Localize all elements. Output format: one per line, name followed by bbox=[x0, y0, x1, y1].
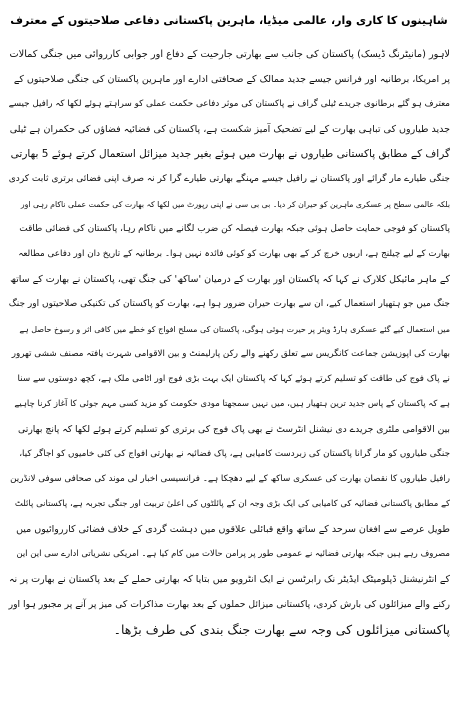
article-line: لاہور (مانیٹرنگ ڈیسک) پاکستان کی جانب سے بھارتی جارحیت کے دفاع اور جوابی کارروائی میں جنگی کمالات bbox=[9, 49, 450, 60]
article-line: بین الاقوامی ملٹری جریدے دی نیشنل انٹرسٹ نے بھی پاک فوج کی برتری کو تسلیم کرتے ہوئے لکھا کہ پانچ بھارتی bbox=[18, 424, 450, 435]
article-line: مصروف رہے ہیں جبکہ بھارتی فضائیہ نے عمومی طور پر پرامن حالات میں کام کیا ہے۔ امریکی نشریاتی ادارے سی این این bbox=[16, 549, 450, 559]
article-body bbox=[8, 42, 450, 642]
article-line: کے مطابق پاکستانی فضائیہ کی کامیابی کی ایک بڑی وجہ ان کے پائلٹوں کی اعلیٰ تربیت اور جنگی تجربہ ہے، پاکستانی پائلٹ bbox=[14, 499, 450, 509]
headline: شاہینوں کا کاری وار، عالمی میڈیا، ماہرین پاکستانی دفاعی صلاحیتوں کے معترف bbox=[10, 14, 448, 27]
article-line: ہے کہ پاکستان کے پاس جدید ترین ہتھیار ہیں، میں نہیں سمجھتا مودی حکومت کو مزید کسی مہم جوئی کا آغاز کرنا چاہیے bbox=[14, 399, 450, 409]
article-line: بھارت کی اپوزیشن جماعت کانگریس سے تعلق رکھنے والے رکن پارلیمنٹ و بین الاقوامی شہرت یافتہ مصنف ششی تھرور bbox=[11, 349, 450, 359]
article-line: بلکہ عالمی سطح پر عسکری ماہرین کو حیران کر دیا۔ بی بی سی نے اپنی رپورٹ میں لکھا کہ بھارت کی حکمت عملی ناکام رہی اور bbox=[20, 200, 450, 209]
article-line: طویل عرصے سے افغان سرحد کے ساتھ واقع قبائلی علاقوں میں دہشت گردی کے خلاف فضائی کارروائیوں میں bbox=[16, 524, 450, 535]
article-line: نے پاک فوج کی طاقت کو تسلیم کرتے ہوئے کہا کہ پاکستان ایک بہت بڑی فوج اور اٹامی ملک ہے، کچھ دوستوں سے سنا bbox=[17, 374, 450, 384]
article-line: کے ماہر مائیکل کلارک نے کہا کہ پاکستان اور بھارت کے درمیان 'ساکھ' کی جنگ تھی، پاکستان نے بھارت کے ساتھ bbox=[10, 274, 450, 285]
article-line: رافیل طیاروں کا نقصان بھارت کی عسکری ساکھ کے لیے دھچکا ہے۔ فرانسیسی اخبار لی موند کی صحافی سوفی لانڈرین bbox=[10, 474, 450, 484]
article-line: گراف کے مطابق پاکستانی طیاروں نے بھارت میں ہوئے بغیر جدید میزائل استعمال کرتے ہوئے 5 بھارتی bbox=[10, 148, 450, 160]
article-line: جدید طیاروں کی تباہی بھارت کے لیے تضحیک آمیز شکست ہے، پاکستان کی فضائیہ فضاؤں کی حکمران ہے ٹیلی bbox=[9, 124, 450, 135]
article-line: پر امریکا، برطانیہ اور فرانس جیسے جدید ممالک کے صحافتی ادارے اور ماہرین پاکستان کی جنگی صلاحیتوں کے bbox=[13, 74, 450, 85]
article-line: رکنے والے میزائلوں کی بارش کردی، پاکستانی میزائل حملوں کے بعد بھارت مذاکرات کی میز پر آنے پر مجبور ہوا اور bbox=[8, 599, 450, 610]
article-line: کے انٹرنیشنل ڈپلومیٹک ایڈیٹر نک رابرٹسن نے ایک انٹرویو میں بتایا کہ بھارتی حملے کے بعد پاکستان نے بھارت پر نہ bbox=[8, 574, 450, 585]
article-line: بھارت کے لیے چیلنج ہے، اربوں خرچ کر کے بھی بھارت کو کوئی فائدہ نہیں ہوا۔ برطانیہ کے تاریخ دان اور دفاعی مطالعہ bbox=[18, 249, 450, 259]
article-line: معترف ہو گئے برطانوی جریدے ٹیلی گراف نے پاکستان کی موثر دفاعی حکمت عملی کو سراہتے ہوئے لکھا کہ رافیل جیسے bbox=[8, 99, 450, 109]
article-line: جنگی طیاروں کو مار گرانا پاکستان کی زبردست کامیابی ہے، پاک فضائیہ نے بھارتی افواج کی کئی خامیوں کو اجاگر کیا، bbox=[19, 449, 450, 459]
article-line: میں استعمال کیے گئے عسکری ہارڈ ویئر پر حیرت ہوئی ہوگی، پاکستان کی مسلح افواج کو خطے میں کافی اثر و رسوخ حاصل ہے bbox=[19, 325, 450, 334]
article-line: جنگی طیارے مار گرائے اور پاکستان نے رافیل جیسے مہنگے بھارتی طیارے گرا کر نہ صرف اپنی فضائی برتری ثابت کردی bbox=[8, 174, 450, 184]
article-line: پاکستان کو فوجی حمایت حاصل ہوئی جبکہ بھارت فیصلہ کن ضرب لگانے میں ناکام رہا، پاکستان کی فضائی طاقت bbox=[19, 224, 450, 234]
article-line: پاکستانی میزائلوں کی وجہ سے بھارت جنگ بندی کی طرف بڑھا۔ bbox=[113, 622, 450, 637]
article-line: جنگ میں جو ہتھیار استعمال کیے، ان سے بھارت حیران ضرور ہوا ہے، بھارت کو پاکستان کی تکنیکی صلاحیتوں اور جنگ bbox=[8, 299, 450, 309]
